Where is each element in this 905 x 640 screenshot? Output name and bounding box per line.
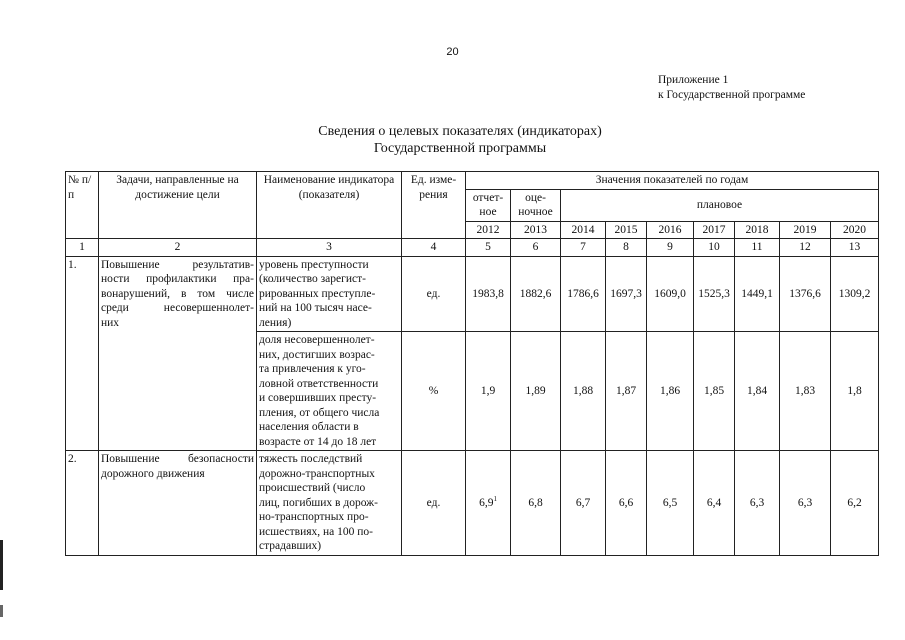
value-text: 1882,6	[519, 287, 552, 300]
cell-text-line: тяжесть последствий	[259, 453, 363, 465]
column-number: 7	[561, 239, 606, 257]
value-cell	[735, 332, 780, 451]
column-number: 9	[647, 239, 694, 257]
title-line-2: Государственной программы	[373, 141, 547, 156]
value-text: 1,84	[746, 384, 768, 397]
column-number: 13	[831, 239, 879, 257]
year-header: 2020	[831, 221, 879, 239]
appendix-line-1: Приложение 1	[658, 74, 729, 86]
value-text: 1,9	[480, 384, 496, 397]
cell-text-line: Повышение результатив-	[101, 258, 254, 271]
value-text: 1449,1	[741, 287, 773, 300]
value-cell	[647, 451, 694, 556]
cell-text-line: пления, от общего числа	[259, 406, 380, 419]
indicator-name	[257, 332, 402, 451]
value-cell	[606, 451, 647, 556]
cell-text-line: исшествиях, на 100 по-	[259, 525, 374, 538]
value-text: 6,9	[479, 496, 494, 509]
year-header: 2017	[694, 221, 735, 239]
column-number: 2	[99, 239, 257, 257]
year-header: 2014	[561, 221, 606, 239]
value-text: 1786,6	[567, 287, 599, 300]
scan-edge-mark	[0, 540, 3, 590]
value-text: 6,3	[749, 496, 765, 509]
value-cell	[511, 256, 561, 332]
column-number: 11	[735, 239, 780, 257]
cell-text-line: Повышение безопасности	[101, 453, 254, 465]
task-cell	[99, 451, 257, 556]
column-number: 10	[694, 239, 735, 257]
cell-text-line: ловной ответственности	[259, 377, 379, 390]
value-cell	[831, 256, 879, 332]
cell-text-line: (количество зарегист-	[259, 273, 366, 285]
value-text: 1,85	[703, 384, 725, 397]
year-header: 2016	[647, 221, 694, 239]
value-text: 1697,3	[610, 287, 642, 300]
unit-cell: ед.	[402, 256, 466, 332]
row-number: 1.	[66, 256, 99, 451]
scan-edge-mark	[0, 605, 3, 617]
value-cell	[780, 256, 831, 332]
header-tasks: Задачи, направленные на достижение цели	[99, 172, 257, 239]
value-text: 6,8	[528, 496, 543, 509]
year-header: 2012	[466, 221, 511, 239]
indicators-table	[65, 171, 879, 556]
year-header: 2013	[511, 221, 561, 239]
appendix-note	[658, 73, 805, 103]
value-cell	[606, 332, 647, 451]
title-line-1: Сведения о целевых показателях (индикаторах)	[318, 124, 602, 139]
column-number-row	[66, 239, 879, 257]
value-text: 1,87	[615, 384, 637, 397]
column-number: 6	[511, 239, 561, 257]
value-text: 6,6	[618, 496, 634, 509]
header-unit: Ед. изме-рения	[402, 172, 466, 239]
cell-text-line: происшествий (число	[259, 482, 366, 494]
year-header: 2019	[780, 221, 831, 239]
task-cell	[99, 256, 257, 451]
cell-text-line: страдавших)	[259, 540, 322, 552]
column-number: 3	[257, 239, 402, 257]
cell-text-line: вонарушений, в том числе	[101, 287, 254, 300]
cell-text-line: среди несовершеннолет-	[101, 302, 254, 314]
column-number: 4	[402, 239, 466, 257]
unit-cell: %	[402, 332, 466, 451]
value-cell	[511, 332, 561, 451]
value-cell	[561, 256, 606, 332]
value-text: 6,2	[847, 496, 862, 509]
row-number: 2.	[66, 451, 99, 556]
value-text: 6,4	[706, 496, 722, 509]
value-cell	[561, 332, 606, 451]
value-cell	[466, 332, 511, 451]
cell-text-line: но-транспортных про-	[259, 511, 369, 523]
cell-text-line: та привлечения к уго-	[259, 363, 366, 375]
cell-text-line: доля несовершеннолет-	[259, 334, 375, 346]
indicator-name	[257, 256, 402, 332]
value-cell	[561, 451, 606, 556]
column-number: 5	[466, 239, 511, 257]
value-cell	[606, 256, 647, 332]
indicator-name	[257, 451, 402, 556]
value-cell	[831, 451, 879, 556]
unit-cell: ед.	[402, 451, 466, 556]
cell-text-line: ления)	[259, 316, 292, 329]
cell-text-line: дорожно-транспортных	[259, 467, 375, 480]
value-cell	[831, 332, 879, 451]
cell-text-line: и совершивших престу-	[259, 392, 377, 404]
cell-text-line: дорожного движения	[101, 467, 205, 480]
value-text: 1,8	[847, 384, 862, 397]
value-text: 1309,2	[838, 287, 871, 300]
value-text: 1983,8	[472, 287, 504, 300]
column-number: 8	[606, 239, 647, 257]
value-cell	[735, 451, 780, 556]
header-values: Значения показателей по годам	[466, 172, 879, 190]
value-text: 1609,0	[654, 287, 686, 300]
cell-text-line: уровень преступности	[259, 258, 369, 271]
value-cell	[694, 332, 735, 451]
value-text: 1376,6	[789, 287, 821, 300]
header-indicator: Наименование индикатора (показателя)	[257, 172, 402, 239]
table-row	[66, 451, 879, 556]
year-header: 2018	[735, 221, 780, 239]
value-text: 6,3	[797, 496, 813, 509]
header-report: отчет-ное	[466, 189, 511, 221]
cell-text-line: ности профилактики пра-	[101, 273, 254, 285]
year-header: 2015	[606, 221, 647, 239]
header-num: № п/п	[66, 172, 99, 239]
cell-text-line: рированных преступле-	[259, 287, 376, 300]
value-text: 6,7	[575, 496, 591, 509]
column-number: 12	[780, 239, 831, 257]
header-planned: плановое	[561, 189, 879, 221]
header-row	[66, 172, 879, 190]
value-cell	[694, 451, 735, 556]
header-estimate: оце-ночное	[511, 189, 561, 221]
cell-text-line: них	[101, 316, 120, 329]
footnote-mark: 1	[493, 494, 497, 503]
value-cell	[780, 451, 831, 556]
cell-text-line: населения области в	[259, 421, 359, 433]
value-cell	[780, 332, 831, 451]
value-cell	[511, 451, 561, 556]
cell-text-line: лиц, погибших в дорож-	[259, 496, 378, 509]
value-cell	[647, 332, 694, 451]
value-text: 1,88	[572, 384, 594, 397]
value-text: 1,86	[659, 384, 681, 397]
value-text: 1,89	[525, 384, 546, 397]
table-row	[66, 256, 879, 332]
appendix-line-2: к Государственной программе	[658, 89, 806, 101]
value-cell	[647, 256, 694, 332]
value-cell	[466, 451, 511, 556]
value-text: 1,83	[794, 384, 816, 397]
value-text: 6,5	[662, 496, 678, 509]
column-number: 1	[66, 239, 99, 257]
document-title	[0, 123, 905, 157]
value-text: 1525,3	[698, 287, 730, 300]
value-cell	[466, 256, 511, 332]
value-cell	[735, 256, 780, 332]
value-cell	[694, 256, 735, 332]
cell-text-line: них, достигших возрас-	[259, 348, 375, 361]
page-number: 20	[446, 46, 459, 58]
cell-text-line: возрасте от 14 до 18 лет	[259, 435, 377, 448]
cell-text-line: ний на 100 тысяч насе-	[259, 302, 372, 314]
